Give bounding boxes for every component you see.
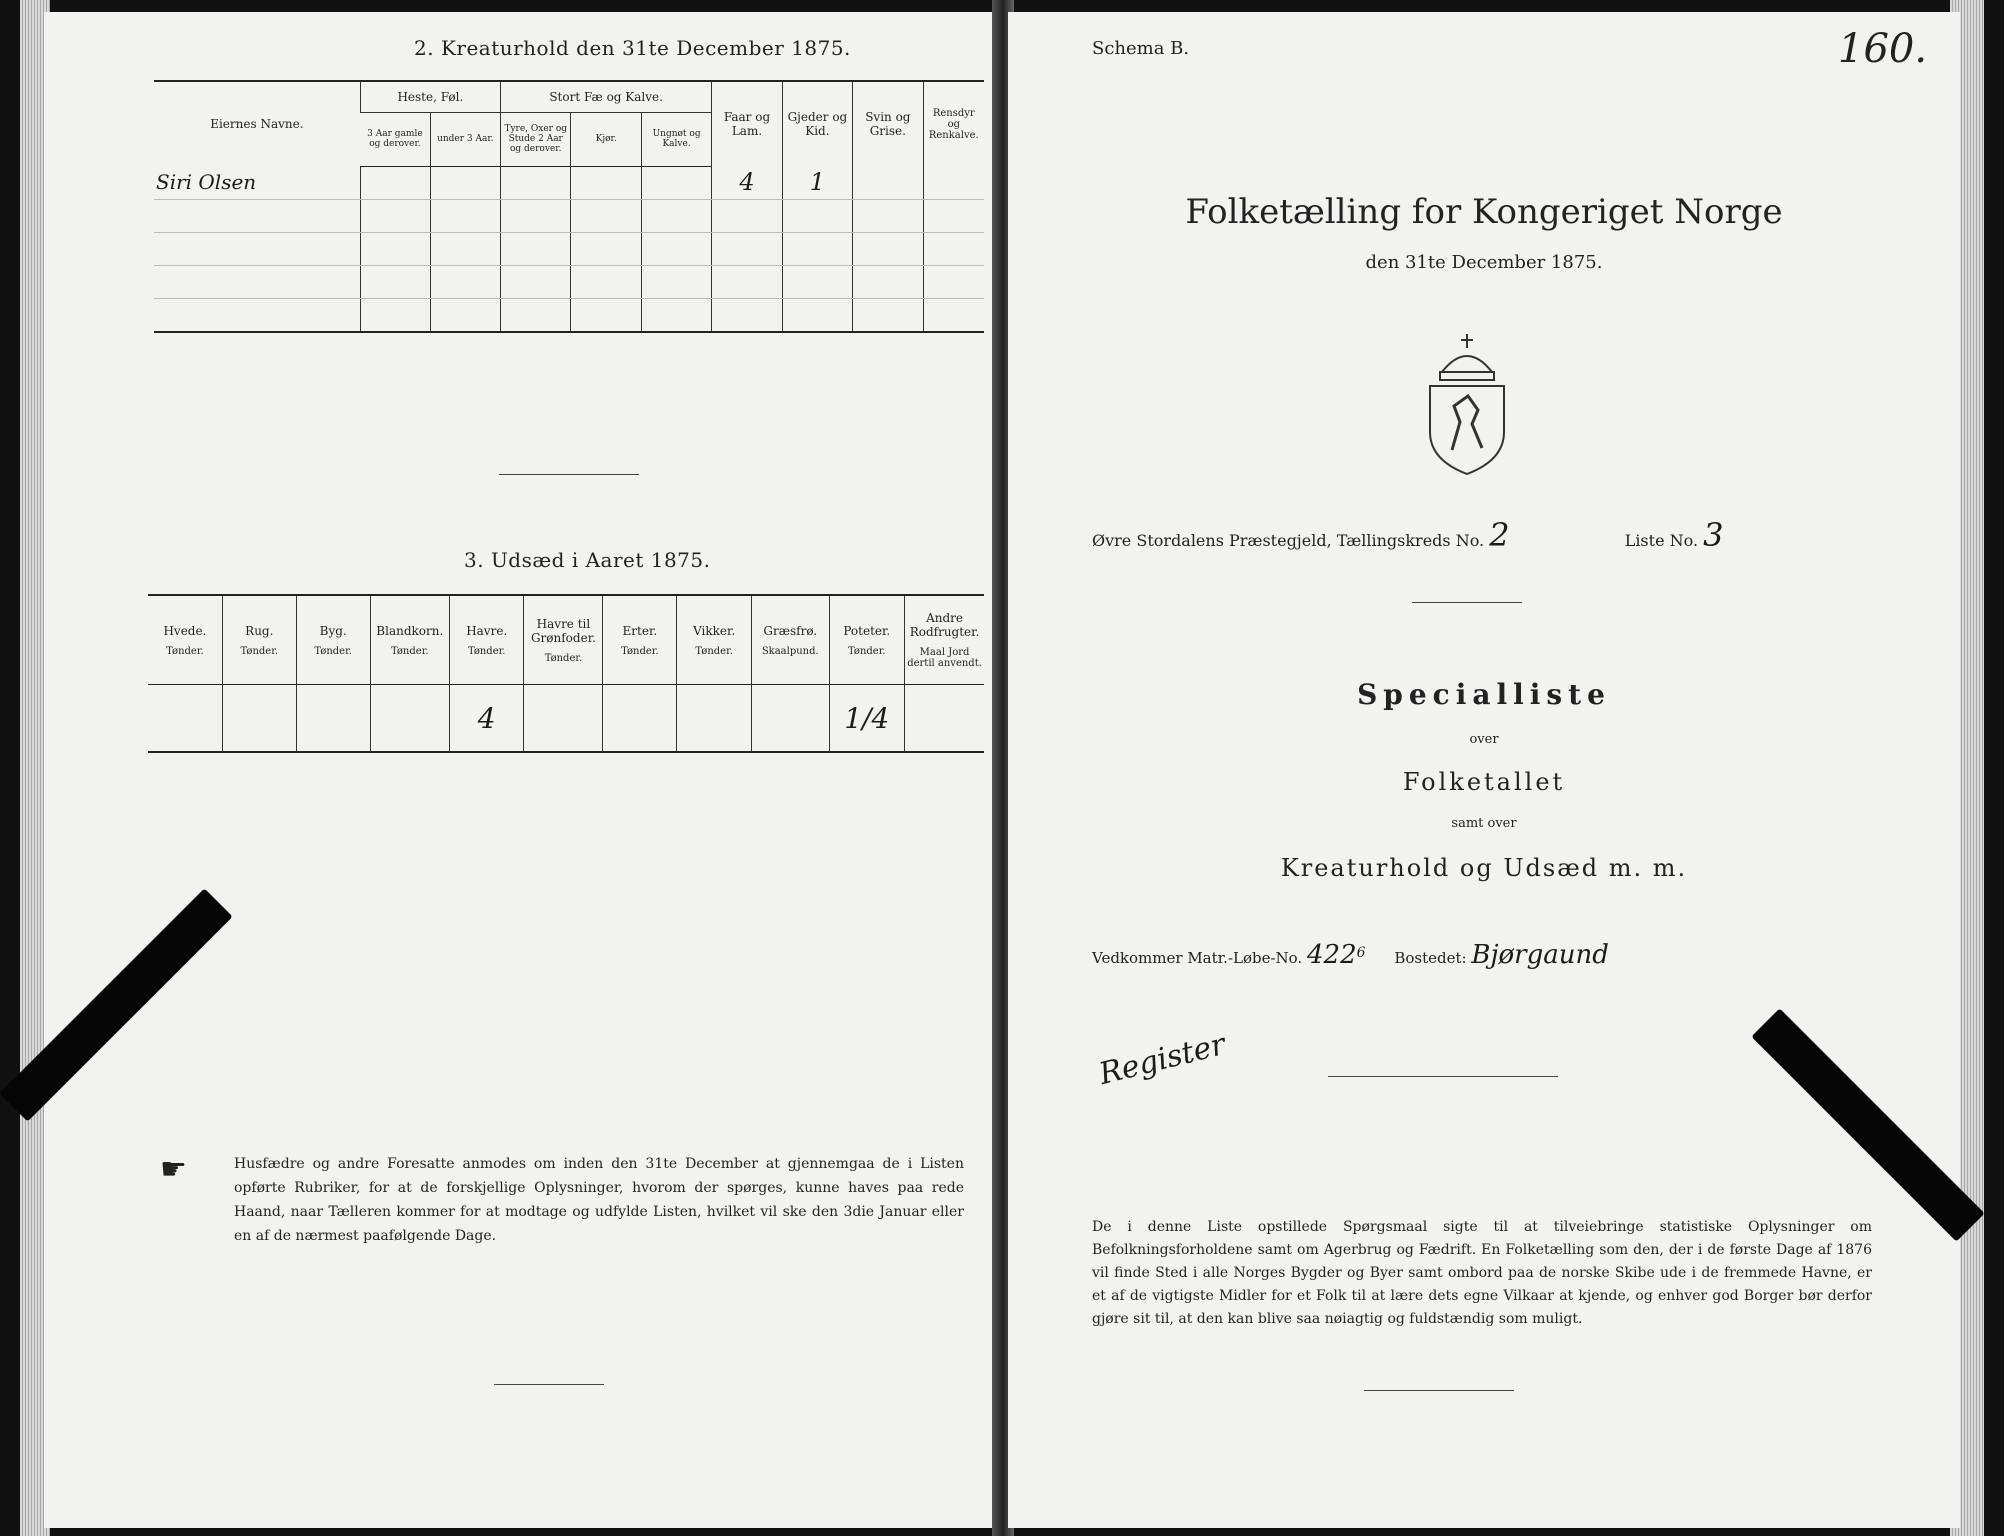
specialliste-title: Specialliste (1357, 678, 1611, 711)
cell-reindeer (923, 232, 984, 265)
sowing-value: 4 (449, 685, 524, 753)
sowing-header-unit: Skaalpund. (761, 645, 819, 657)
sowing-header (370, 595, 449, 685)
header-horses-3plus: 3 Aar gamle og derover. (360, 113, 430, 167)
cell-pigs (853, 265, 923, 298)
table-row (154, 166, 984, 199)
cell-sheep (712, 199, 782, 232)
header-horses: Heste, Føl. (360, 81, 500, 113)
right-rule-3 (1364, 1390, 1514, 1391)
cell-goats (782, 232, 852, 265)
table-row (154, 232, 984, 265)
cell-bulls (501, 232, 571, 265)
sowing-header-unit: Tønder. (467, 645, 506, 657)
sowing-header-name: Havre til Grønfoder. (530, 616, 596, 645)
sowing-value (296, 685, 370, 753)
sowing-header (829, 595, 905, 685)
cell-cows (571, 232, 641, 265)
kreaturhold-label: Kreaturhold og Udsæd m. m. (1280, 854, 1688, 882)
cell-owner: Siri Olsen (154, 166, 360, 199)
cell-young (641, 166, 711, 199)
table-row (154, 298, 984, 332)
livestock-table (154, 80, 984, 333)
matr-superscript: 6 (1356, 945, 1366, 961)
sowing-header (752, 595, 829, 685)
census-title: Folketælling for Kongeriget Norge (1185, 192, 1783, 232)
sowing-header-unit: Tønder. (314, 645, 352, 657)
sowing-header-name: Havre. (466, 623, 508, 638)
sowing-header-name: Poteter. (843, 623, 891, 638)
sowing-header (222, 595, 296, 685)
sowing-table (148, 594, 984, 753)
cell-cows (571, 166, 641, 199)
cell-pigs (853, 199, 923, 232)
cell-owner (154, 199, 360, 232)
sowing-value (148, 685, 222, 753)
header-bulls: Tyre, Oxer og Stude 2 Aar og derover. (501, 113, 571, 167)
cell-bulls (501, 265, 571, 298)
sowing-header-unit: Tønder. (166, 645, 204, 657)
sowing-value: 1/4 (829, 685, 905, 753)
sowing-header-unit: Tønder. (695, 645, 733, 657)
right-rule-1 (1412, 602, 1522, 603)
folketallet-label: Folketallet (1402, 768, 1566, 796)
sowing-value (905, 685, 984, 753)
section2-title: 2. Kreaturhold den 31te December 1875. (414, 36, 851, 60)
bosted-label: Bostedet: (1394, 949, 1467, 967)
district-number: 2 (1489, 516, 1510, 554)
section3-title: 3. Udsæd i Aaret 1875. (464, 548, 711, 572)
list-number: 3 (1703, 516, 1724, 554)
cell-horses-under3 (430, 199, 500, 232)
sowing-header (905, 595, 984, 685)
cell-sheep: 4 (712, 166, 782, 199)
header-goats: Gjeder og Kid. (782, 81, 852, 166)
parish-label: Øvre Stordalens Præstegjeld, Tællingskreds No. (1092, 531, 1485, 550)
sowing-value (222, 685, 296, 753)
sowing-value (603, 685, 677, 753)
left-page (44, 12, 996, 1528)
sowing-header-unit: Maal Jord dertil anvendt. (907, 647, 982, 669)
sowing-header-unit: Tønder. (848, 645, 886, 657)
cell-young (641, 265, 711, 298)
header-cattle: Stort Fæ og Kalve. (501, 81, 712, 113)
cell-bulls (501, 199, 571, 232)
cell-pigs (853, 298, 923, 332)
sowing-header-unit: Tønder. (240, 645, 279, 657)
divider-rule (499, 474, 639, 475)
cell-young (641, 199, 711, 232)
pointing-hand-icon: ☛ (160, 1152, 187, 1187)
sowing-header-name: Erter. (622, 623, 658, 638)
cell-sheep (712, 265, 782, 298)
right-rule-2 (1328, 1076, 1558, 1077)
cell-young (641, 298, 711, 332)
sowing-header-name: Vikker. (693, 623, 736, 638)
cell-cows (571, 199, 641, 232)
header-young: Ungnøt og Kalve. (641, 113, 711, 167)
sowing-header-unit: Tønder. (544, 652, 583, 664)
register-handwriting: Register (1095, 1026, 1230, 1093)
sowing-header (148, 595, 222, 685)
right-page (1008, 12, 1960, 1528)
cell-horses-3plus (360, 232, 430, 265)
cell-sheep (712, 298, 782, 332)
sowing-header (677, 595, 752, 685)
cell-horses-3plus (360, 199, 430, 232)
info-paragraph: De i denne Liste opstillede Spørgsmaal sigte til at tilveiebringe statistiske Oplysninger om Befolkningsforholdene samt om Agerbrug og Fædrift. En Folketælling som den, der i de første Dage af 1876 vil finde Sted i alle Norges Bygder og Byer samt ombord paa de norske Skibe ude i de fremmede Havne, er et af de vigtigste Midler for et Folk til at lære dets egne Vilkaar at kjende, og enhver god Borger bør derfor gjøre sit til, at den kan blive saa nøiagtig og fuldstændig som muligt. (1092, 1219, 1872, 1327)
sowing-header (603, 595, 677, 685)
cell-pigs (853, 232, 923, 265)
cell-reindeer (923, 199, 984, 232)
cell-horses-3plus (360, 166, 430, 199)
cell-goats: 1 (782, 166, 852, 199)
table-row (154, 199, 984, 232)
header-cows: Kjør. (571, 113, 641, 167)
matr-line (1092, 940, 1609, 970)
sowing-value (752, 685, 829, 753)
livestock-rows (154, 166, 984, 332)
list-label: Liste No. (1624, 531, 1699, 550)
matr-number: 422 (1307, 940, 1357, 970)
cell-horses-3plus (360, 265, 430, 298)
parish-line (1092, 516, 1724, 554)
over-label: over (1469, 732, 1499, 747)
sowing-header (449, 595, 524, 685)
cell-reindeer (923, 166, 984, 199)
cell-goats (782, 199, 852, 232)
header-sheep: Faar og Lam. (712, 81, 782, 166)
sowing-header (296, 595, 370, 685)
sowing-header-unit: Tønder. (391, 645, 429, 657)
cell-horses-under3 (430, 166, 500, 199)
sowing-header (524, 595, 603, 685)
cell-goats (782, 265, 852, 298)
cell-owner (154, 265, 360, 298)
cell-goats (782, 298, 852, 332)
sowing-header-name: Andre Rodfrugter. (909, 611, 980, 639)
cell-cows (571, 265, 641, 298)
cell-horses-3plus (360, 298, 430, 332)
header-pigs: Svin og Grise. (853, 81, 923, 166)
sowing-header-name: Hvede. (163, 623, 207, 638)
bottom-rule-left (494, 1384, 604, 1385)
coat-of-arms-icon (1412, 320, 1522, 480)
cell-bulls (501, 298, 571, 332)
header-owner: Eiernes Navne. (154, 81, 360, 166)
cell-owner (154, 298, 360, 332)
cell-horses-under3 (430, 265, 500, 298)
header-reindeer: Rensdyr og Renkalve. (923, 81, 984, 166)
cell-reindeer (923, 298, 984, 332)
sowing-header-name: Græsfrø. (763, 623, 818, 638)
page-number: 160. (1838, 26, 1928, 72)
cell-pigs (853, 166, 923, 199)
cell-sheep (712, 232, 782, 265)
sowing-value (370, 685, 449, 753)
sowing-header-name: Rug. (245, 623, 274, 638)
sowing-value (524, 685, 603, 753)
matr-label: Vedkommer Matr.-Løbe-No. (1092, 949, 1303, 967)
cell-horses-under3 (430, 298, 500, 332)
sowing-header-name: Byg. (319, 623, 347, 638)
instruction-note: Husfædre og andre Foresatte anmodes om inden den 31te December at gjennemgaa de i Listen opførte Rubriker, for at de forskjellige Oplysninger, hvorom der spørges, kunne haves paa rede Haand, naar Tælleren kommer for at modtage og udfylde Listen, hvilket vil ske den 3die Januar eller en af de nærmest paafølgende Dage. (234, 1156, 964, 1244)
cell-cows (571, 298, 641, 332)
table-row (154, 265, 984, 298)
sowing-value (677, 685, 752, 753)
census-date: den 31te December 1875. (1365, 252, 1603, 273)
cell-reindeer (923, 265, 984, 298)
sowing-header-name: Blandkorn. (376, 623, 444, 638)
schema-label: Schema B. (1092, 38, 1190, 59)
sowing-header-unit: Tønder. (621, 645, 659, 657)
cell-owner (154, 232, 360, 265)
cell-horses-under3 (430, 232, 500, 265)
bosted-value: Bjørgaund (1471, 940, 1609, 970)
cell-bulls (501, 166, 571, 199)
samt-over-label: samt over (1451, 816, 1517, 831)
cell-young (641, 232, 711, 265)
header-horses-under3: under 3 Aar. (430, 113, 500, 167)
